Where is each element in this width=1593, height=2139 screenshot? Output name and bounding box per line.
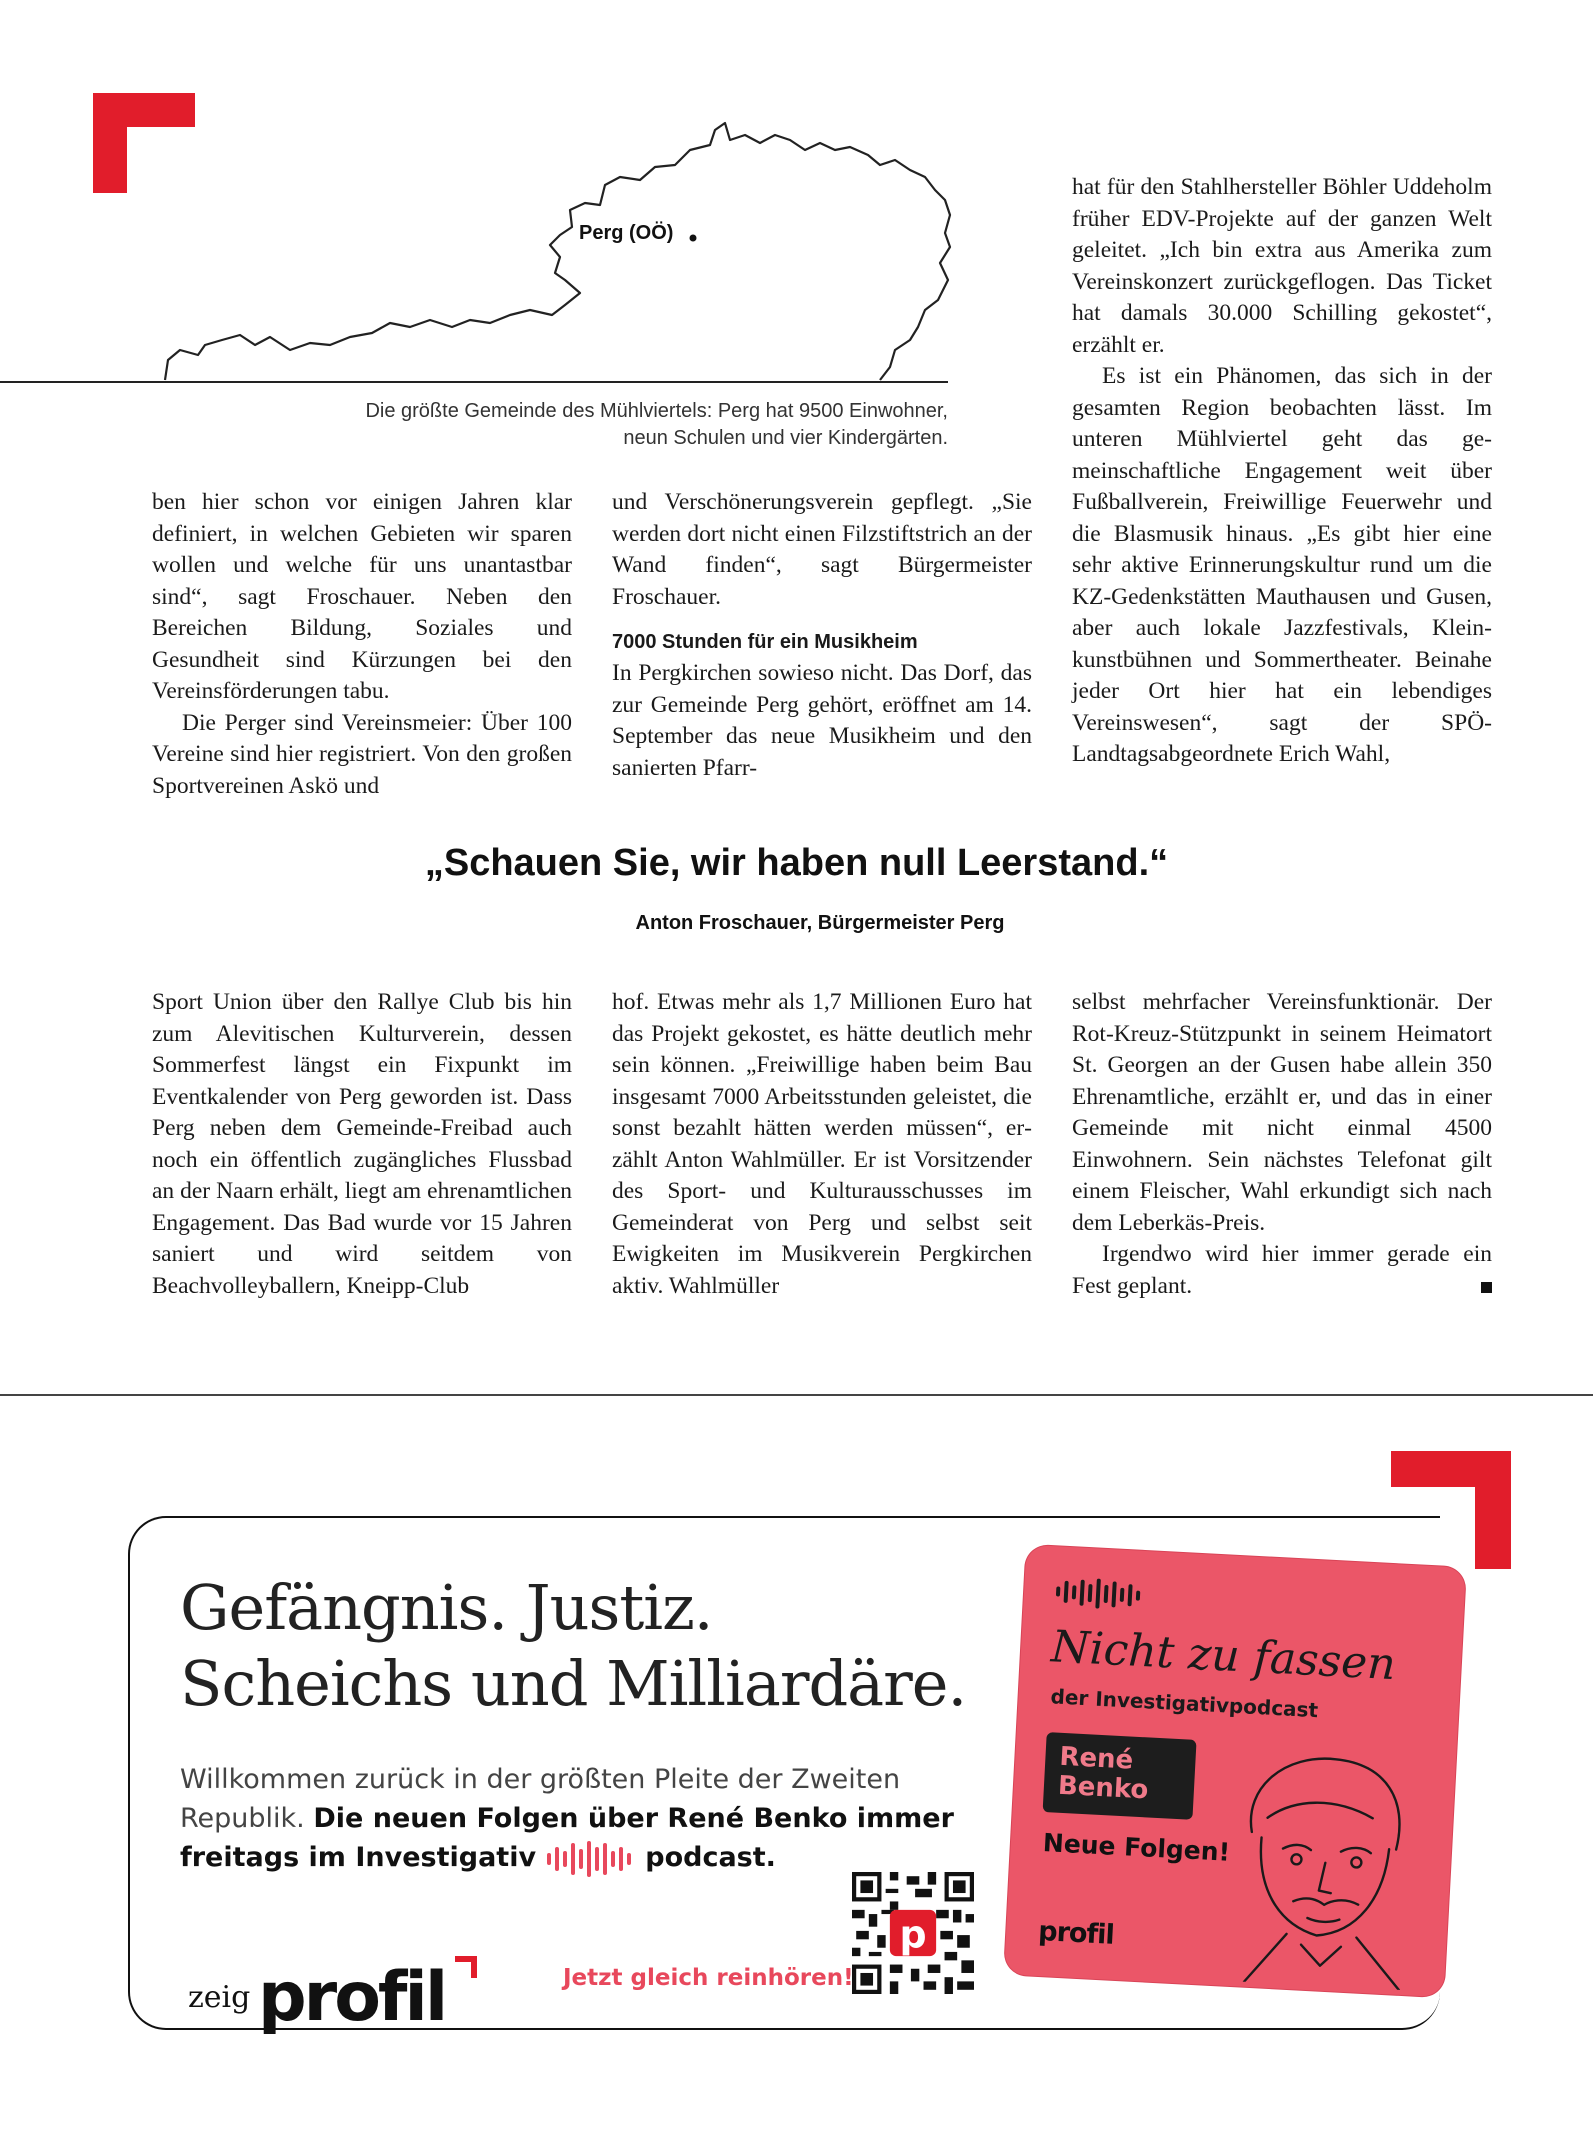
- ad-headline-line2: Scheichs und Milliardäre.: [180, 1647, 967, 1720]
- profil-logo-corner: [455, 1956, 477, 1978]
- paragraph: In Pergkirchen sowieso nicht. Das Dorf, das zur Gemeinde Perg gehört, eröffnet am 14. September das neue Musikheim und den sanierten Pfarr-: [612, 660, 1032, 781]
- svg-text:p: p: [899, 1912, 927, 1957]
- listen-now-link[interactable]: Jetzt gleich reinhören!: [563, 1965, 854, 1991]
- map-caption-line2: neun Schulen und vier Kindergärten.: [623, 427, 948, 449]
- paragraph: selbst mehrfacher Vereinsfunktionär. Der Rot-Kreuz-Stützpunkt in seinem Heimatort St. Georgen an der Gusen habe allein 350 Ehrenamtliche, erzählt er, und das in einer Gemeinde mit nicht einmal 4500 Einwohnern. Sein nächstes Telefonat gilt einem Fleischer, Wahl erkundigt sich nach dem Leberkäs-Preis.: [1072, 989, 1492, 1236]
- profil-logo: profil: [258, 1958, 446, 2037]
- ad-body: [180, 1760, 960, 1877]
- paragraph: [1072, 1239, 1492, 1302]
- pull-quote: „Schauen Sie, wir haben null Leerstand.“: [424, 842, 1169, 884]
- section-divider: [0, 1394, 1593, 1396]
- austria-outline: [165, 123, 950, 380]
- map-caption: [248, 398, 948, 452]
- podcast-name-badge: [1043, 1732, 1197, 1820]
- article-top-col2: [612, 487, 1032, 784]
- article-top-col3: [1072, 172, 1492, 771]
- ad-body-end: podcast.: [645, 1842, 776, 1873]
- paragraph: ben hier schon vor einigen Jahren klar definiert, in welchen Gebieten wir sparen wollen und welche für uns unantastbar sind“, sagt Froschauer. Neben den Bereichen Bildung, Soziales und Gesundheit sind Kürzungen bei den Vereinsförderungen tabu.: [152, 489, 572, 704]
- paragraph: Sport Union über den Rallye Club bis hin zum Alevitischen Kulturverein, dessen Sommerfest längst ein Fixpunkt im Eventkalender von Perg geworden ist. Dass Perg neben dem Gemeinde-Freibad auch noch ein öffentlich zugängliches Flussbad an der Naarn erhält, liegt am ehrenamtlichen Engagement. Das Bad wurde vor 15 Jahren saniert und wird seitdem von Beachvolleyballern, Kneipp-Club: [152, 989, 572, 1299]
- brand-prefix: zeig: [188, 1980, 251, 2015]
- badge-line1: René: [1058, 1741, 1134, 1776]
- map-label-perg: Perg (OÖ): [579, 222, 674, 244]
- perg-location-dot: [690, 235, 697, 242]
- paragraph: und Verschönerungsverein gepflegt. „Sie werden dort nicht einen Filzstiftstrich an der Wand finden“, sagt Bürgermeister Froschauer.: [612, 489, 1032, 610]
- ad-body-intro: Willkommen zurück in der größten Pleite der Zweiten Republik.: [180, 1764, 901, 1834]
- article-top-col1: [152, 487, 572, 802]
- paragraph: hof. Etwas mehr als 1,7 Millionen Euro hat das Projekt gekostet, es hätte deutlich mehr sein können. „Freiwillige haben beim Bau insgesamt 7000 Arbeitsstunden geleistet, die sonst bezahlt hätten werden müssen“, erzählt Anton Wahlmüller. Er ist Vorsitzender des Sport- und Kulturausschusses im Gemeinderat von Perg und selbst seit Ewigkeiten im Musikverein Pergkirchen aktiv. Wahlmüller: [612, 989, 1032, 1299]
- paragraph: Es ist ein Phänomen, das sich in der gesamten Region beobachten lässt. Im unteren Mühlviertel geht das gemeinschaftliche Engagement weit über Fußballverein, Freiwillige Feuerwehr und die Blasmusik hinaus. „Es gibt hier eine sehr aktive Erinnerungskultur rund um die KZ-Gedenkstätten Mauthausen und Gusen, aber auch lokale Jazzfestivals, Kleinkunstbühnen und Sommertheater. Beinahe jeder Ort hier hat ein lebendiges Vereinswesen“, sagt der SPÖ-Landtagsabgeordnete Erich Wahl,: [1072, 363, 1492, 767]
- paragraph: Die Perger sind Vereinsmeier: Über 100 Vereine sind hier registriert. Von den großen Sportvereinen Askö und: [152, 709, 572, 799]
- article-bottom-col1: [152, 987, 572, 1302]
- austria-map: [0, 105, 960, 390]
- badge-line2: Benko: [1057, 1770, 1150, 1806]
- pull-quote-attribution: Anton Froschauer, Bürgermeister Perg: [635, 912, 1005, 934]
- end-mark-icon: [1481, 1282, 1492, 1293]
- soundwave-icon: [545, 1841, 637, 1877]
- section-subhead: 7000 Stunden für ein Musikheim: [612, 631, 918, 653]
- paragraph: hat für den Stahlhersteller Böhler Uddeholm früher EDV-Projekte auf der ganzen Welt geleitet. „Ich bin extra aus Amerika zum Vereinskonzert zurückgeflogen. Das Ticket hat damals 30.000 Schilling gekostet“, erzählt er.: [1072, 174, 1492, 358]
- podcast-cover-card[interactable]: [1004, 1545, 1466, 1997]
- map-caption-line1: Die größte Gemeinde des Mühlviertels: Perg hat 9500 Einwohner,: [365, 400, 948, 422]
- portrait-line-drawing: [1204, 1735, 1447, 1992]
- article-bottom-col2: [612, 987, 1032, 1302]
- ad-headline: [180, 1570, 966, 1722]
- podcast-title: Nicht zu fassen: [1049, 1621, 1397, 1691]
- podcast-subtitle: der Investigativpodcast: [1050, 1684, 1319, 1723]
- qr-code[interactable]: [852, 1872, 974, 1994]
- new-episodes-label: Neue Folgen!: [1042, 1828, 1231, 1867]
- article-bottom-col3: [1072, 987, 1492, 1302]
- ad-body-bold: Die neuen Folgen über René Benko immer freitags im Investigativ: [180, 1803, 954, 1873]
- soundwave-icon: [1053, 1576, 1144, 1611]
- closing-sentence: Irgendwo wird hier immer gerade ein Fest geplant.: [1072, 1241, 1492, 1299]
- card-profil-logo: profil: [1037, 1915, 1115, 1951]
- ad-headline-line1: Gefängnis. Justiz.: [180, 1571, 713, 1644]
